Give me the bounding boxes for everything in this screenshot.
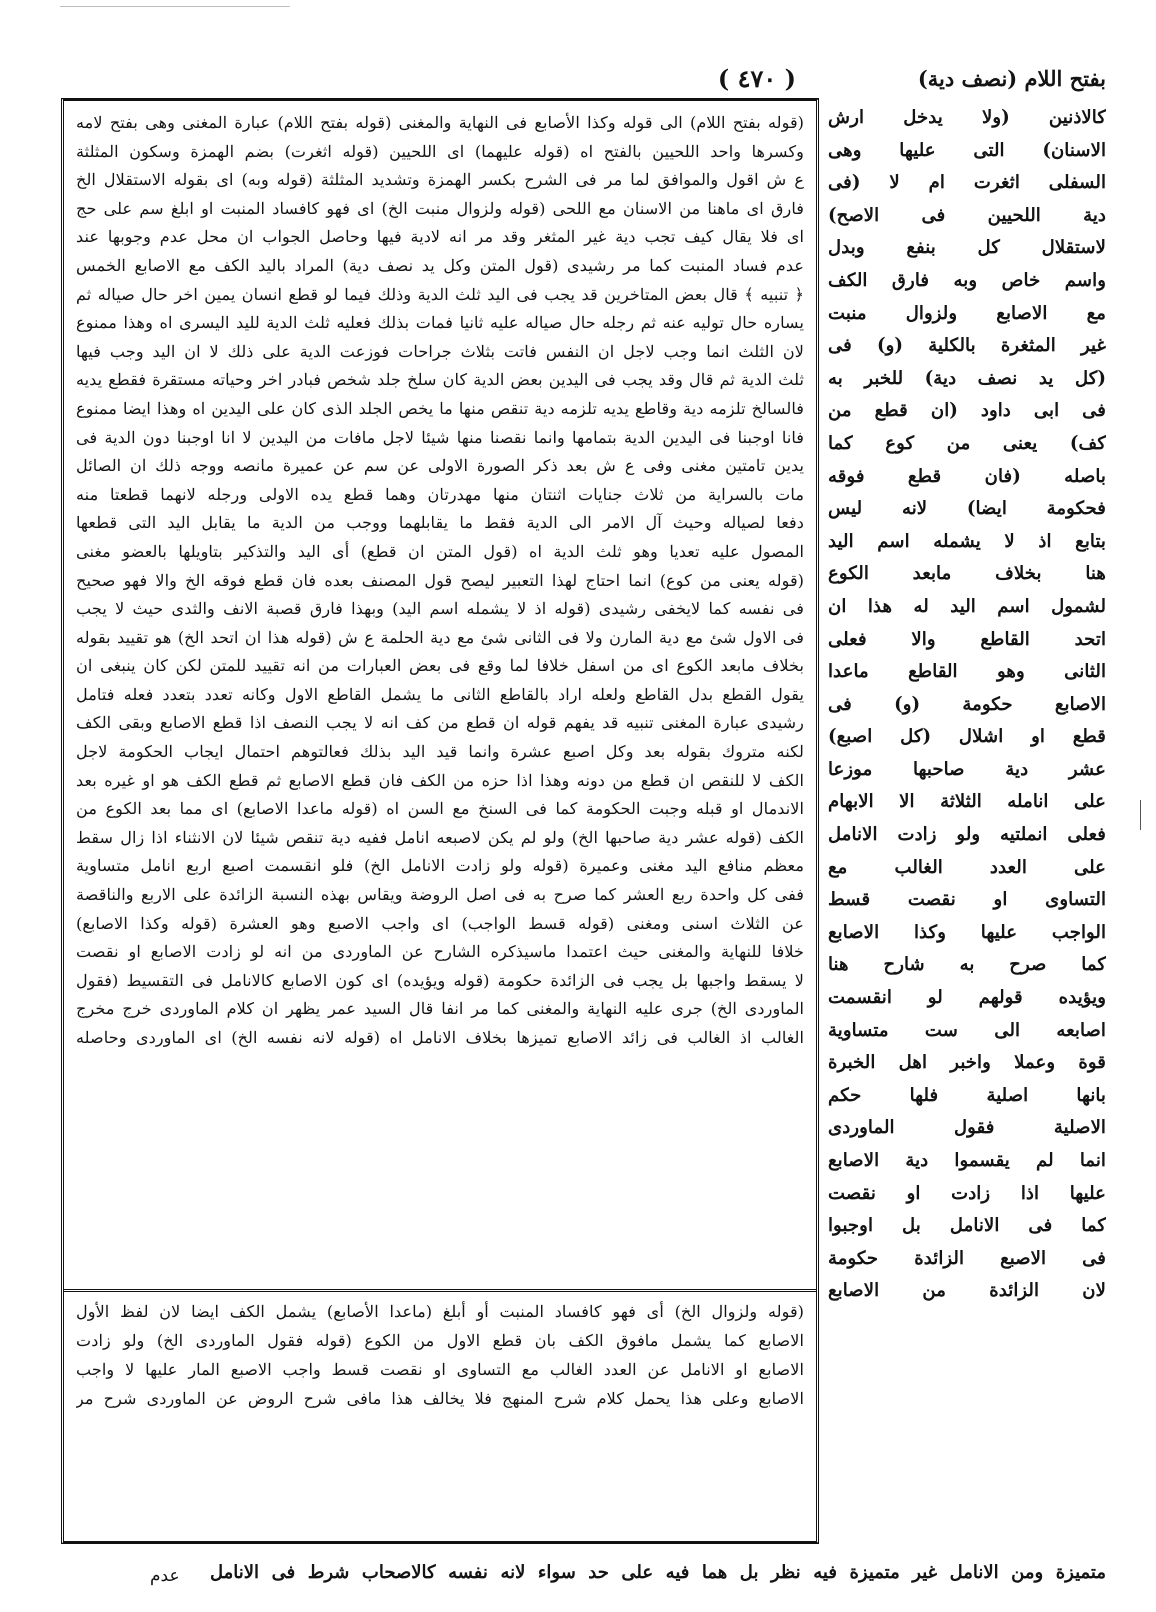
matn-line: ويؤيده قولهم لو انقسمت <box>828 987 1106 1009</box>
matn-line: فحكومة ايضا) لانه ليس <box>828 498 1106 520</box>
side-heading: بفتح اللام (نصف دية) <box>917 66 1106 91</box>
commentary-line: عن الثلاث اسنى ومغنى (قوله قسط الواجب) اى واجب الاصبع وهو العشرة (قوله وكذا الاصابع) <box>76 913 804 933</box>
commentary-line: وكسرها واحد اللحيين بالفتح اه (قوله عليهما) اى اللحيين (قوله اثغرت) بضم الهمزة وسكون المثلثة <box>76 141 804 161</box>
commentary-line: ع ش اقول والموافق لما مر فى الشرح بكسر الهمزة وتشديد المثلثة (قوله وبه) اى بقوله الاستقلال الخ <box>76 170 804 190</box>
commentary-text <box>76 109 804 1281</box>
matn-line: كف) يعنى من كوع كما <box>828 432 1106 454</box>
matn-line: باصله (فان قطع فوقه <box>828 465 1106 487</box>
matn-line: كما صرح به شارح هنا <box>828 954 1106 976</box>
matn-column <box>828 102 1106 1552</box>
commentary-line: فى نفسه كما لايخفى رشيدى (قوله اذ لا يشمله اسم اليد) وبهذا فارق قصبة الانف والثدى حيث لا يجب <box>76 599 804 619</box>
matn-line: كما فى الانامل بل اوجبوا <box>828 1215 1106 1237</box>
commentary-line: فارق اى ماهنا من الاسنان مع اللحى (قوله ولزوال منبت الخ) اى فهو كافساد المنبت او ابلغ سم على حج <box>76 198 804 218</box>
matn-line: لان الزائدة من الاصابع <box>828 1280 1106 1302</box>
matn-line: قوة وعملا واخبر اهل الخبرة <box>828 1052 1106 1074</box>
commentary-line: يساره حال توليه عنه ثم رجله حال صياله عليه ثانيا فمات بذلك فعليه ثلث الدية لليد اليسرى اه وهذا ممنوع <box>76 313 804 333</box>
commentary-line: يقول القطع بدل القاطع ولعله اراد بالقاطع الثانى ما يشمل القاطع الاول وكانه تعدد بتعدد فعله فتامل <box>76 684 804 704</box>
commentary-line: فانا اوجبنا فى اليدين الدية بتمامها وانما نقصنا منها شيئا لاجل مافات من اليدين لا انا اوجبنا دون الدية فى <box>76 427 804 447</box>
matn-line: فعلى انملتيه ولو زادت الانامل <box>828 824 1106 846</box>
footnote-text <box>76 1297 804 1532</box>
commentary-line: الكف لا للنقص ان قطع من دونه وهذا اذا حزه من الكف فان قطع الاصابع ثم قطع الكف هو او غيره بعد <box>76 770 804 790</box>
commentary-line: ففى كل واحدة ربع العشر كما صرح به فى اصل الروضة ويقاس بهذه النسبة الزائدة على الاربع والناقصة <box>76 885 804 905</box>
commentary-line: الغالب اذ الغالب فى زائد الاصابع تميزها بخلاف الانامل اه (قوله لانه نفسه الخ) اى الماوردى وحاصله <box>76 1028 804 1047</box>
matn-line: على انامله الثلاثة الا الابهام <box>828 791 1106 813</box>
matn-line: الثانى وهو القاطع ماعدا <box>828 661 1106 683</box>
matn-line: السفلى اثغرت ام لا (فى <box>828 172 1106 194</box>
commentary-line: (قوله يعنى من كوع) انما احتاج لهذا التعبير ليصح قول المصنف بعده فان قطع فوقه الخ والا فهو صحيح <box>76 570 804 590</box>
matn-line: كالاذنين (ولا يدخل ارش <box>828 107 1106 128</box>
matn-line: على العدد الغالب مع <box>828 856 1106 878</box>
matn-line: اتحد القاطع والا فعلى <box>828 628 1106 650</box>
matn-line: دية اللحيين فى الاصح) <box>828 204 1106 226</box>
commentary-line: ثلث الدية ثم قال وقد يجب فى اليدين بعض الدية كان سلخ جلد شخص فبادر اخر وحياته مستقرة فقطع يديه <box>76 370 804 390</box>
commentary-line: (قوله بفتح اللام) الى قوله وكذا الأصابع فى النهاية والمغنى (قوله بفتح اللام) عبارة المغنى وهى بفتح لامه <box>76 113 804 132</box>
matn-line: واسم خاص وبه فارق الكف <box>828 269 1106 291</box>
commentary-line: الاندمال او قبله وجبت الحكومة كما فى السنخ مع السن اه (قوله ماعدا الاصابع) اى مما بعد الكوع من <box>76 799 804 819</box>
section-divider <box>64 1289 816 1292</box>
matn-line: غير المثغرة بالكلية (و) فى <box>828 335 1106 357</box>
commentary-line: الماوردى الخ) جرى عليه النهاية والمغنى كما مر انفا قال السيد عمر يظهر ان كلام الماوردى خرج مخرج <box>76 999 804 1019</box>
matn-line: بانها اصلية فلها حكم <box>828 1084 1106 1106</box>
commentary-line: اى فلا يقال كيف تجب دية غير المثغر وقد مر انه لادية فيها وحاصل الجواب ان محل عدم وجوبها عند <box>76 227 804 247</box>
commentary-line: لا يسقط واجبها بل يجب فى الزائدة حكومة (قوله ويؤيده) اى كون الاصابع كالانامل فى التقسيط (فقول <box>76 970 804 990</box>
commentary-line: معظم منافع اليد مغنى وعميرة (قوله ولو زادت الانامل الخ) فلو انقسمت اصبع اربع انامل متساوية <box>76 856 804 876</box>
matn-line: لشمول اسم اليد له هذا ان <box>828 595 1106 617</box>
margin-mark <box>1140 800 1141 830</box>
page-header <box>58 66 1106 102</box>
matn-line: الاسنان) التى عليها وهى <box>828 139 1106 161</box>
commentary-line: فالسالخ تلزمه دية وقاطع يديه تلزمه دية تنقص منها ما يخص الجلد الذى كان على اليدين اه وهذا ايضا ممنوع <box>76 398 804 418</box>
commentary-line: المصول عليه تعديا وهو ثلث الدية اه (قول المتن ان قطع) أى اليد والتذكير بتاويلها بالعضو مغنى <box>76 541 804 561</box>
commentary-line: يدين تامتين مغنى وفى ع ش بعد ذكر الصورة الاولى عن سم عن عميرة مانصه ووجه ذلك ان الصائل <box>76 456 804 476</box>
scan-edge-line <box>60 6 290 7</box>
matn-line: مع الاصابع ولزوال منبت <box>828 302 1106 324</box>
commentary-line: رشيدى عبارة المغنى تنبيه قد يفهم قوله ان قطع من كف انه لا يجب النصف اذا قطع الاصابع وبقى الكف <box>76 713 804 733</box>
matn-line: انما لم يقسموا دية الاصابع <box>828 1150 1106 1171</box>
matn-line: قطع او اشلال (كل اصبع) <box>828 726 1106 748</box>
matn-line: التساوى او نقصت قسط <box>828 889 1106 911</box>
commentary-line: الكف (قوله عشر دية صاحبها الخ) ولو لم يكن لاصبعه انامل ففيه دية تنقص شيئا لان الانثناء اذا زال سقط <box>76 827 804 847</box>
commentary-line: دفعا لصياله وحيث آل الامر الى الدية فقط ما يقابلهما ووجب من الدية ما يقابل اليد التى قطعها <box>76 513 804 533</box>
matn-line: فى ابى داود (ان قطع من <box>828 400 1106 422</box>
commentary-line: ﴿ تنبيه ﴾ قال بعض المتاخرين قد يجب فى اليد ثلث الدية وذلك فيما لو قطع انسان يمين اخر حال صياله ثم <box>76 284 804 304</box>
matn-line: (كل يد نصف دية) للخبر به <box>828 367 1106 389</box>
matn-line: لاستقلال كل بنفع وبدل <box>828 237 1106 259</box>
matn-line: الواجب عليها وكذا الاصابع <box>828 921 1106 943</box>
commentary-frame <box>61 98 819 1544</box>
commentary-line: مات بالسراية من ثلاث جنايات اثنتان منها مهدرتان وهما قطع يده الاولى ورجله لانهما قطعتا منه <box>76 484 804 504</box>
commentary-line: عدم فساد المنبت كما مر رشيدى (قول المتن وكل يد نصف دية) المراد باليد الكف مع الاصابع الخمس <box>76 255 804 275</box>
commentary-line: بخلاف مابعد الكوع اى من اسفل خلافا لما وقع فى بعض العبارات من انه تقييد للمتن لكن كان ينبغى ان <box>76 656 804 676</box>
matn-line: فى الاصبع الزائدة حكومة <box>828 1247 1106 1269</box>
matn-line: عليها اذا زادت او نقصت <box>828 1182 1106 1204</box>
footnote-line: الاصابع او الانامل عن العدد الغالب مع التساوى او نقصت قسط واجب الاصبع المار عليها لا واجب <box>76 1360 804 1379</box>
page-number: ( ٤٧٠ ) <box>717 64 796 93</box>
matn-line: عشر دية صاحبها موزعا <box>828 758 1106 780</box>
matn-line: هنا بخلاف مابعد الكوع <box>828 563 1106 585</box>
matn-line: بتابع اذ لا يشمله اسم اليد <box>828 530 1106 552</box>
matn-line: اصابعه الى ست متساوية <box>828 1019 1106 1041</box>
matn-line: الاصلية فقول الماوردى <box>828 1117 1106 1139</box>
commentary-line: لان الثلث انما وجب لاجل ان النفس فاتت بثلاث جراحات فوزعت الدية على ذلك لا ان اليد وجب فيها <box>76 341 804 361</box>
matn-line: الاصابع حكومة (و) فى <box>828 693 1106 715</box>
footnote-line: (قوله ولزوال الخ) أى فهو كافساد المنبت أو أبلغ (ماعدا الأصابع) يشمل الكف ايضا لان لفظ الأول <box>76 1302 804 1321</box>
footnote-line: الاصابع كما يشمل مافوق الكف بان قطع الاول من الكوع (قوله فقول الماوردى الخ) ولو زادت <box>76 1331 804 1350</box>
footer-continuation: متميزة ومن الانامل غير متميزة فيه نظر بل هما فيه على حد سواء لانه نفسه كالاصحاب شرط فى الانامل <box>210 1562 1106 1583</box>
commentary-line: لكنه متروك بقوله بعد وكل اصبع عشرة وانما قيد اليد بذلك فعالتوهم احتمال ايجاب الحكومة لاجل <box>76 742 804 762</box>
commentary-line: فى الاول شئ مع دية المارن ولا فى الثانى شئ مع دية الحلمة ع ش (قوله هذا ان اتحد الخ) هو تقييد بقوله <box>76 627 804 647</box>
commentary-line: خلافا للنهاية والمغنى حيث اعتمدا ماسيذكره الشارح عن الماوردى من انه لو زادت الاصابع او نقصت <box>76 942 804 962</box>
footnote-line: الاصابع وعلى هذا يحمل كلام شرح المنهج فلا يخالف هذا مافى شرح الروض عن الماوردى شرح مر <box>76 1389 804 1408</box>
catchword: عدم <box>150 1566 180 1586</box>
